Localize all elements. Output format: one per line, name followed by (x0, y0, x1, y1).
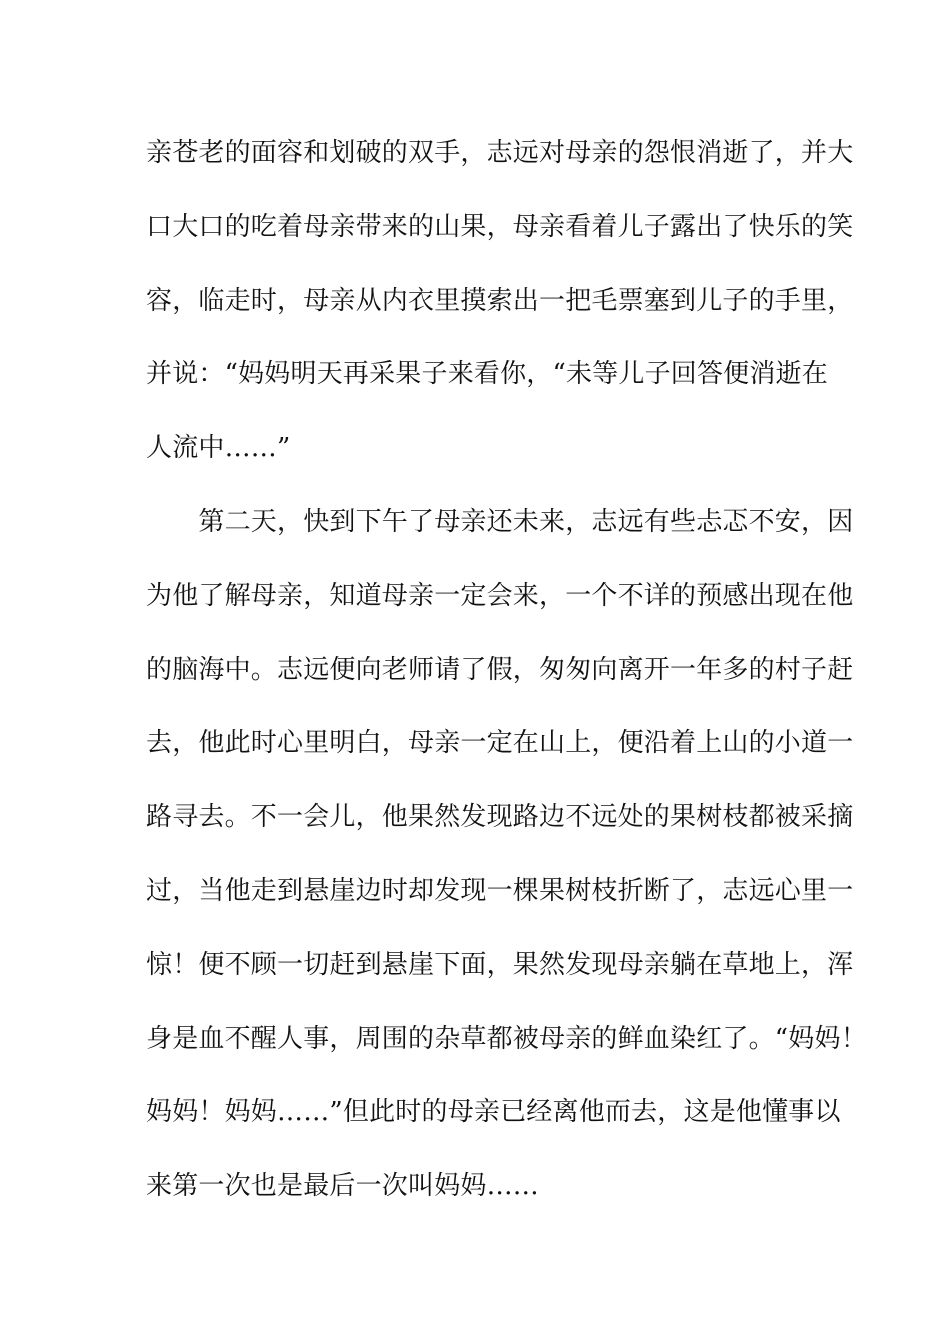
text-line: 并说：“妈妈明天再采果子来看你，“未等儿子回答便消逝在 (146, 359, 828, 390)
text-line: 人流中……” (146, 433, 291, 464)
text-line: 来第一次也是最后一次叫妈妈…… (146, 1171, 540, 1202)
text-line: 过，当他走到悬崖边时却发现一棵果树枝折断了，志远心里一 (146, 875, 854, 906)
body-text (146, 127, 867, 1234)
text-line: 去，他此时心里明白，母亲一定在山上，便沿着上山的小道一 (146, 728, 854, 759)
text-line: 惊！便不顾一切赶到悬崖下面，果然发现母亲躺在草地上，浑 (146, 949, 854, 980)
text-line: 口大口的吃着母亲带来的山果，母亲看着儿子露出了快乐的笑 (146, 211, 854, 242)
text-line: 身是血不醒人事，周围的杂草都被母亲的鲜血染红了。“妈妈！ (146, 1023, 867, 1054)
text-line: 第二天，快到下午了母亲还未来，志远有些忐忑不安，因 (146, 506, 854, 537)
text-line: 为他了解母亲，知道母亲一定会来，一个不详的预感出现在他 (146, 580, 854, 611)
text-line: 的脑海中。志远便向老师请了假，匆匆向离开一年多的村子赶 (146, 654, 854, 685)
text-line: 路寻去。不一会儿，他果然发现路边不远处的果树枝都被采摘 (146, 802, 854, 833)
text-line: 容，临走时，母亲从内衣里摸索出一把毛票塞到儿子的手里， (146, 285, 854, 316)
text-line: 亲苍老的面容和划破的双手，志远对母亲的怨恨消逝了，并大 (146, 138, 854, 168)
text-line: 妈妈！妈妈……”但此时的母亲已经离他而去，这是他懂事以 (146, 1097, 841, 1128)
